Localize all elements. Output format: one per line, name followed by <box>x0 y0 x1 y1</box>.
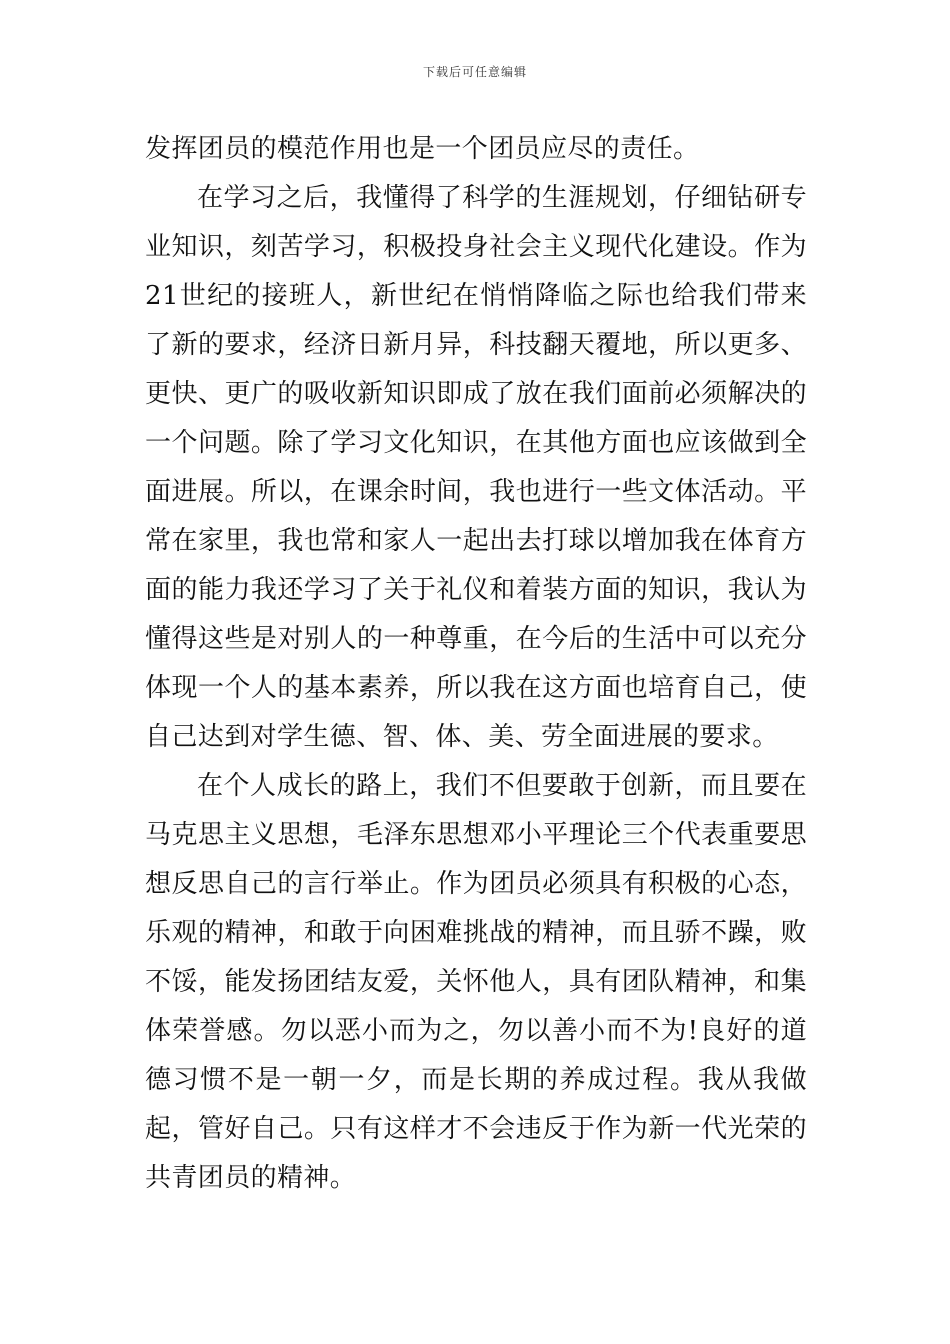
paragraph-study-plan: 在学习之后，我懂得了科学的生涯规划，仔细钻研专业知识，刻苦学习，积极投身社会主义现代化建设。作为21世纪的接班人，新世纪在悄悄降临之际也给我们带来了新的要求，经济日新月异，科技翻天覆地，所以更多、更快、更广的吸收新知识即成了放在我们面前必须解决的一个问题。除了学习文化知识，在其他方面也应该做到全面进展。所以，在课余时间，我也进行一些文体活动。平常在家里，我也常和家人一起出去打球以增加我在体育方面的能力我还学习了关于礼仪和着装方面的知识，我认为懂得这些是对别人的一种尊重，在今后的生活中可以充分体现一个人的基本素养，所以我在这方面也培育自己，使自己达到对学生德、智、体、美、劳全面进展的要求。 <box>145 183 807 752</box>
paragraph-continuation: 发挥团员的模范作用也是一个团员应尽的责任。 <box>145 134 700 164</box>
paragraph-personal-growth: 在个人成长的路上，我们不但要敢于创新，而且要在马克思主义思想，毛泽东思想邓小平理论三个代表重要思想反思自己的言行举止。作为团员必须具有积极的心态，乐观的精神，和敢于向困难挑战的精神，而且骄不躁，败不馁，能发扬团结友爱，关怀他人，具有团队精神，和集体荣誉感。勿以恶小而为之，勿以善小而不为!良好的道德习惯不是一朝一夕，而是长期的养成过程。我从我做起，管好自己。只有这样才不会违反于作为新一代光荣的共青团员的精神。 <box>145 771 807 1193</box>
document-body <box>145 125 807 1203</box>
page-header-note: 下载后可任意编辑 <box>422 65 527 79</box>
